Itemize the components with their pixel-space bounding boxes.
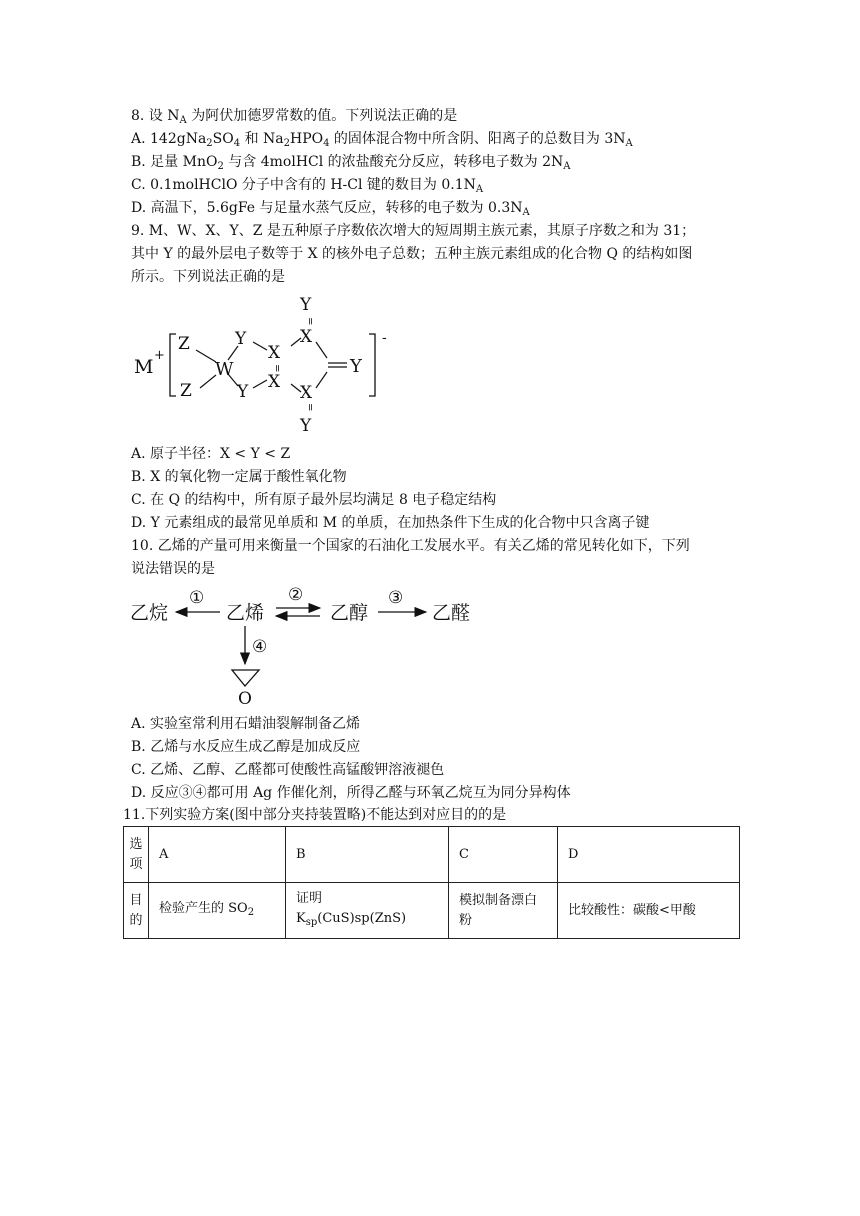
charge-plus: + [154, 348, 165, 363]
header-option-char2: 项 [129, 856, 143, 872]
atom-x-left-bottom: X [268, 372, 281, 392]
atom-y-right: Y [350, 356, 362, 377]
q9-option-a: A. 原子半径：X < Y < Z [131, 446, 291, 462]
col-b-header: B [286, 827, 449, 883]
atom-y-ring-bottom: Y [237, 382, 249, 402]
header-goal-char2: 的 [129, 912, 143, 928]
header-option [124, 827, 149, 883]
q9-stem-line1: 9. M、W、X、Y、Z 是五种原子序数依次增大的短周期主族元素，其原子序数之和为 31； [131, 223, 696, 239]
atom-z-top: Z [178, 334, 190, 354]
epoxide-ring [232, 670, 259, 686]
table-row [124, 827, 740, 883]
q10-option-d: D. 反应③④都可用 Ag 作催化剂，所得乙醛与环氧乙烷互为同分异构体 [131, 785, 571, 801]
header-goal [124, 883, 149, 939]
bond-double-top: = [304, 317, 315, 326]
ethylene-conversion-diagram [128, 584, 508, 708]
atom-m: M [134, 356, 154, 378]
label-ethane: 乙烷 [130, 602, 169, 624]
label-ethylene: 乙烯 [226, 602, 265, 624]
charge-minus: - [382, 330, 387, 346]
bond-double-bottom: = [304, 403, 315, 412]
q9-stem-line3: 所示。下列说法正确的是 [131, 269, 285, 285]
atom-x-left-top: X [268, 343, 281, 363]
reaction-label-3: ③ [388, 588, 404, 608]
q10-stem-line1: 10. 乙烯的产量可用来衡量一个国家的石油化工发展水平。有关乙烯的常见转化如下，下列 [131, 538, 690, 554]
atom-x-right-top: X [300, 327, 313, 347]
q8-option-b: B. 足量 MnO$_2$ 与含 4molHCl 的浓盐酸充分反应，转移电子数为 $2N_A$ [131, 154, 571, 172]
atom-z-bottom: Z [180, 381, 192, 401]
goal-b [286, 883, 449, 939]
q8-option-c: C. 0.1molHClO 分子中含有的 H-Cl 键的数目为 $0.1N_A$ [131, 177, 484, 195]
q10-option-c: C. 乙烯、乙醇、乙醛都可使酸性高锰酸钾溶液褪色 [131, 762, 445, 778]
compound-q-structure [130, 292, 400, 436]
q10-stem-line2: 说法错误的是 [131, 561, 215, 577]
header-goal-char1: 目 [129, 892, 143, 908]
goal-b-line1: 证明 [296, 890, 323, 906]
label-ethanol: 乙醇 [330, 602, 369, 624]
atom-y-bottom: Y [300, 416, 312, 436]
goal-c [449, 883, 558, 939]
table-row [124, 883, 740, 939]
atom-x-right-bottom: X [300, 383, 313, 403]
goal-b-line2: $K_{sp}(CuS)sp(ZnS)$ [296, 910, 407, 928]
label-acetaldehyde: 乙醛 [432, 602, 471, 624]
epoxide-oxygen: O [238, 689, 252, 708]
reaction-label-4: ④ [252, 637, 268, 657]
goal-c-line2: 粉 [459, 912, 473, 928]
bond-double-vertical-left: = [271, 364, 282, 373]
q9-option-d: D. Y 元素组成的最常见单质和 M 的单质，在加热条件下生成的化合物中只含离子键 [131, 515, 650, 531]
header-option-char1: 选 [129, 836, 143, 852]
atom-y-top: Y [300, 295, 312, 315]
reaction-label-2: ② [288, 585, 304, 605]
q8-option-a: A. $142gNa_2SO_4$ 和 $Na_2HPO_4$ 的固体混合物中所含阴、阳离子的总数目为 $3N_A$ [131, 131, 633, 149]
q9-option-c: C. 在 Q 的结构中，所有原子最外层均满足 8 电子稳定结构 [131, 492, 497, 508]
q11-options-table [123, 826, 740, 939]
q8-stem: 8. 设 $N_A$ 为阿伏加德罗常数的值。下列说法正确的是 [131, 108, 458, 126]
q9-option-b: B. X 的氧化物一定属于酸性氧化物 [131, 469, 347, 485]
reaction-label-1: ① [189, 588, 205, 608]
atom-w: W [215, 359, 234, 380]
goal-d: 比较酸性：碳酸<甲酸 [558, 883, 740, 939]
col-d-header: D [558, 827, 740, 883]
q10-option-b: B. 乙烯与水反应生成乙醇是加成反应 [131, 739, 361, 755]
q11-stem: 11.下列实验方案(图中部分夹持装置略)不能达到对应目的的是 [123, 807, 507, 823]
atom-y-ring-top: Y [235, 329, 247, 349]
goal-c-line1: 模拟制备漂白 [459, 892, 538, 908]
col-a-header: A [149, 827, 286, 883]
q8-option-d: D. 高温下，5.6gFe 与足量水蒸气反应，转移的电子数为 $0.3N_A$ [131, 200, 530, 218]
col-c-header: C [449, 827, 558, 883]
goal-a: 检验产生的 $SO_2$ [149, 883, 286, 939]
q9-stem-line2: 其中 Y 的最外层电子数等于 X 的核外电子总数；五种主族元素组成的化合物 Q 的结构如图 [131, 246, 693, 262]
q10-option-a: A. 实验室常利用石蜡油裂解制备乙烯 [131, 716, 361, 732]
